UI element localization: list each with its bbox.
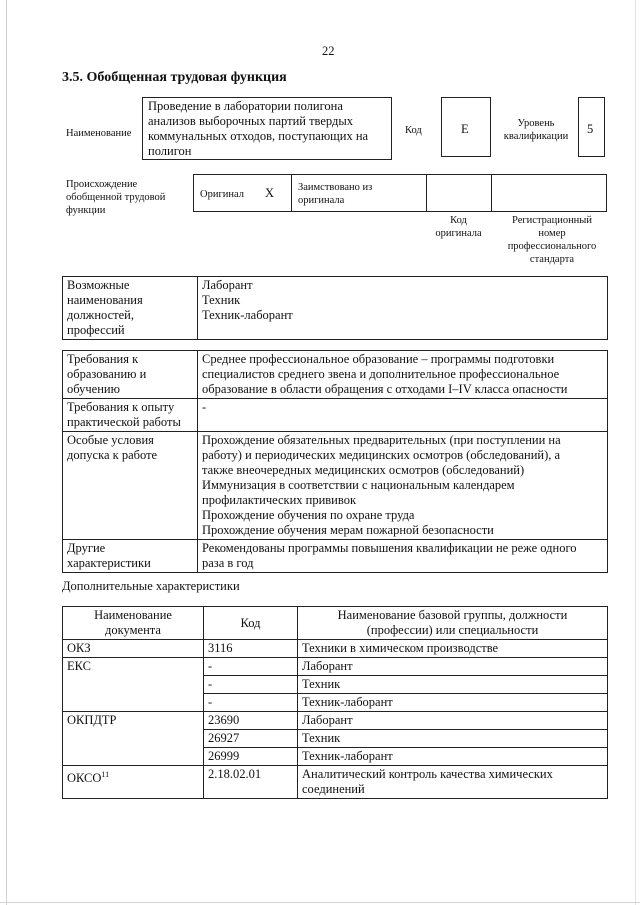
list-item: Техник-лаборант <box>202 308 293 322</box>
cell-code: 23690 <box>204 712 298 730</box>
cell-name: Техники в химическом производстве <box>298 640 608 658</box>
additional-title: Дополнительные характеристики <box>62 579 240 593</box>
name-label: Наименование <box>66 128 132 139</box>
requirement-label: Особые условия допуска к работе <box>63 432 198 540</box>
page-edge-left <box>6 0 7 905</box>
origin-divider-3 <box>491 174 492 212</box>
table-row <box>63 351 608 399</box>
header-code: Код <box>204 607 298 640</box>
function-name: Проведение в лаборатории полигона анализов выборочных партий твердых коммунальных отходов, поступающих на полигон <box>148 99 369 158</box>
origin-label: Происхождение обобщенной трудовой функции <box>66 179 166 216</box>
code-label: Код <box>405 125 422 136</box>
cell-code: 3116 <box>204 640 298 658</box>
cell-code: - <box>204 694 298 712</box>
table-row <box>63 399 608 432</box>
code-original-caption: Код оригинала <box>435 215 482 239</box>
requirements-table <box>62 350 608 573</box>
list-item: Лаборант <box>202 278 253 292</box>
cell-name: Техник-лаборант <box>298 748 608 766</box>
cell-name: Аналитический контроль качества химических соединений <box>298 766 608 799</box>
table-row <box>63 658 608 676</box>
section-title: 3.5. Обобщенная трудовая функция <box>62 70 287 85</box>
cell-name: Лаборант <box>298 712 608 730</box>
table-row <box>63 640 608 658</box>
cell-code: - <box>204 676 298 694</box>
origin-divider-2 <box>426 174 427 212</box>
code-value: Е <box>461 122 469 136</box>
requirement-value: Прохождение обязательных предварительных (при поступлении на работу) и периодических медицинских осмотров (обследований), а также внеочередных медицинских осмотров (обследований) Иммунизация в соответствии с национальным календарем профилактических прививок Прохождение обучения по охране труда Прохождение обучения мерам пожарной безопасности <box>198 432 608 540</box>
requirement-label: Требования к образованию и обучению <box>63 351 198 399</box>
origin-divider-1 <box>291 174 292 212</box>
cell-doc: ОКСО$^{11}$ <box>63 766 204 799</box>
list-item: Техник <box>202 293 241 307</box>
footnote-ref: 11 <box>101 770 110 779</box>
table-row <box>63 540 608 573</box>
reg-number-caption: Регистрационный номер профессионального стандарта <box>507 215 597 265</box>
original-mark: X <box>265 186 275 200</box>
borrowed-label: Заимствовано из оригинала <box>298 182 373 206</box>
additional-table <box>62 606 608 799</box>
page-edge-right <box>635 0 636 905</box>
cell-name: Техник-лаборант <box>298 694 608 712</box>
level-value: 5 <box>587 122 594 136</box>
cell-doc: ЕКС <box>63 658 204 712</box>
origin-box <box>193 174 607 212</box>
page-number: 22 <box>322 44 335 58</box>
requirement-label: Требования к опыту практической работы <box>63 399 198 432</box>
table-row <box>63 712 608 730</box>
table-row <box>63 766 608 799</box>
cell-doc: ОКПДТР <box>63 712 204 766</box>
positions-label: Возможные наименования должностей, профессий <box>63 277 198 340</box>
requirement-value: Среднее профессиональное образование – программы подготовки специалистов среднего звена и дополнительное профессиональное образование в области обращения с отходами I–IV класса опасности <box>198 351 608 399</box>
header-doc: Наименование документа <box>63 607 204 640</box>
original-label: Оригинал <box>200 189 244 200</box>
header-name: Наименование базовой группы, должности (профессии) или специальности <box>298 607 608 640</box>
requirement-label: Другие характеристики <box>63 540 198 573</box>
cell-code: - <box>204 658 298 676</box>
cell-code: 26999 <box>204 748 298 766</box>
requirement-value: - <box>198 399 608 432</box>
level-label: Уровень квалификации <box>503 118 569 142</box>
cell-code: 2.18.02.01 <box>204 766 298 799</box>
cell-name: Техник <box>298 676 608 694</box>
cell-doc: ОКЗ <box>63 640 204 658</box>
cell-code: 26927 <box>204 730 298 748</box>
requirement-value: Рекомендованы программы повышения квалификации не реже одного раза в год <box>198 540 608 573</box>
table-row <box>63 432 608 540</box>
table-header-row <box>63 607 608 640</box>
cell-name: Техник <box>298 730 608 748</box>
cell-name: Лаборант <box>298 658 608 676</box>
positions-list <box>198 277 608 340</box>
positions-table <box>62 276 608 340</box>
page-edge-bottom <box>0 902 640 903</box>
